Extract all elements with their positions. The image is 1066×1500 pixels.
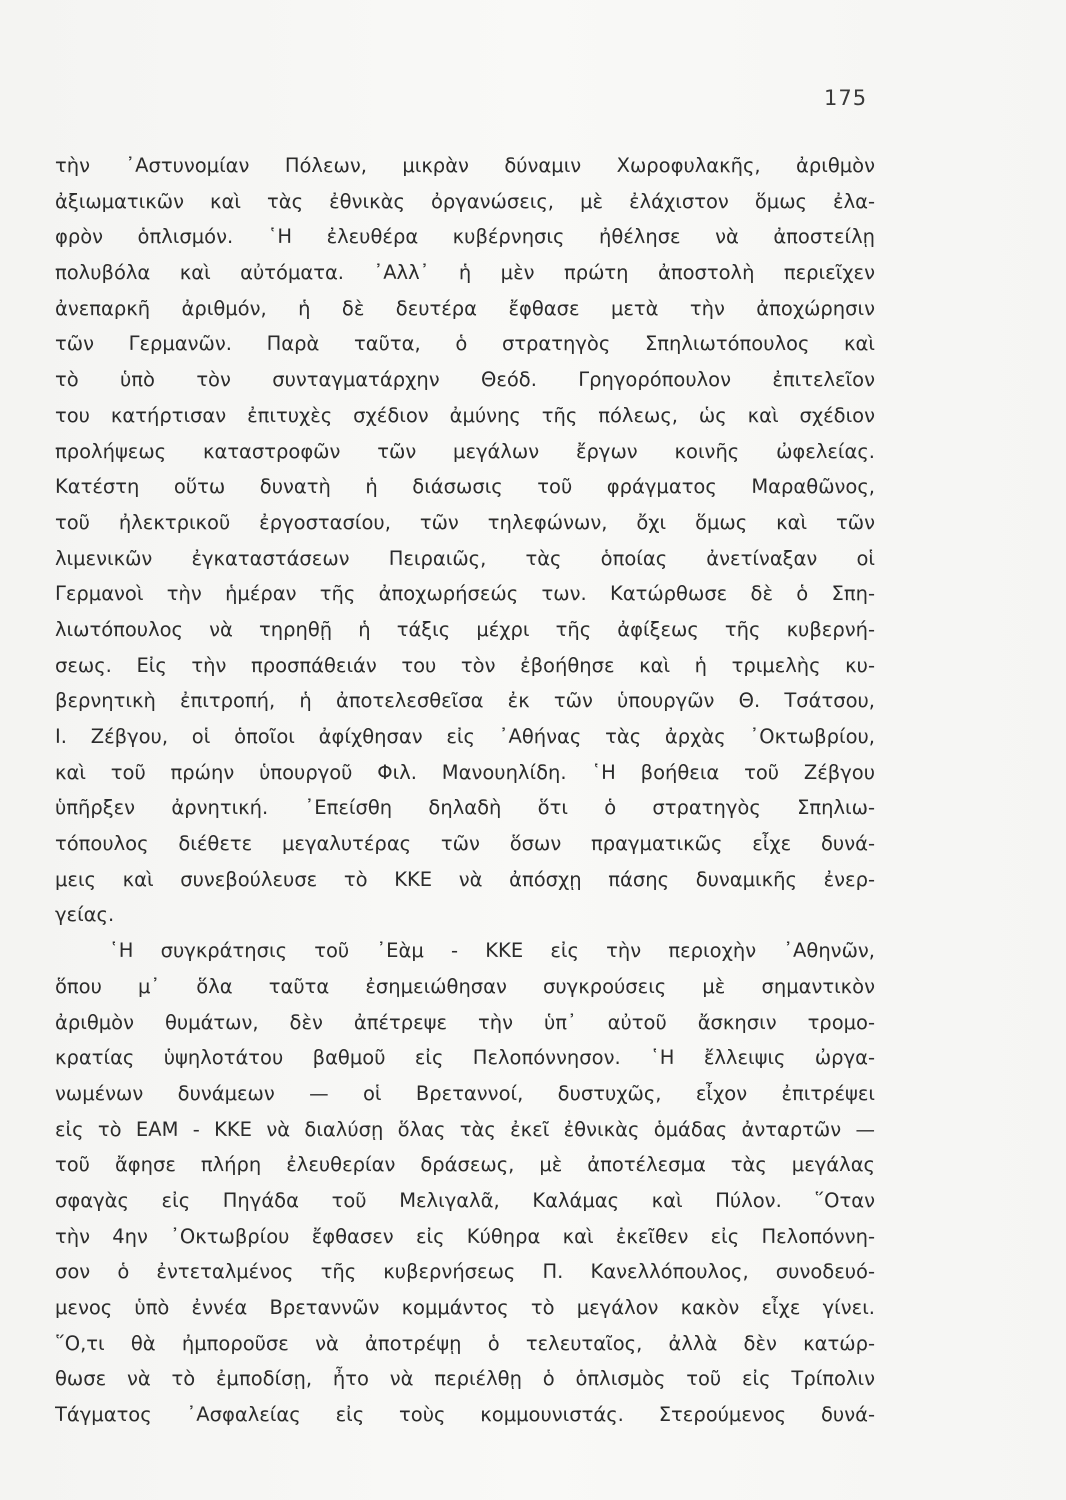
text-line: ῞Ο,τι θὰ ἠμποροῦσε νὰ ἀποτρέψῃ ὁ τελευταῖος, ἀλλὰ δὲν κατώρ- — [55, 1331, 875, 1355]
text-line: τοῦ ἄφησε πλήρη ἐλευθερίαν δράσεως, μὲ ἀποτέλεσμα τὰς μεγάλας — [55, 1153, 875, 1177]
text-line: τόπουλος διέθετε μεγαλυτέρας τῶν ὅσων πραγματικῶς εἶχε δυνά- — [55, 832, 875, 856]
text-line: καὶ τοῦ πρώην ὑπουργοῦ Φιλ. Μανουηλίδη. ῾Η βοήθεια τοῦ Ζέβγου — [55, 760, 875, 784]
text-line: τὴν ᾿Αστυνομίαν Πόλεων, μικρὰν δύναμιν Χωροφυλακῆς, ἀριθμὸν — [55, 154, 875, 177]
text-line: λιμενικῶν ἐγκαταστάσεων Πειραιῶς, τὰς ὁποίας ἀνετίναξαν οἱ — [55, 546, 875, 570]
text-line: Τάγματος ᾿Ασφαλείας εἰς τοὺς κομμουνιστάς. Στερούμενος δυνά- — [55, 1403, 875, 1427]
text-line: ἀξιωματικῶν καὶ τὰς ἐθνικὰς ὀργανώσεις, μὲ ἐλάχιστον ὅμως ἐλα- — [55, 189, 875, 213]
paragraph-start-line: ῾Η συγκράτησις τοῦ ᾿Εὰμ - ΚΚΕ εἰς τὴν περιοχὴν ᾿Αθηνῶν, — [109, 939, 875, 963]
text-line: κρατίας ὑψηλοτάτου βαθμοῦ εἰς Πελοπόννησον. ῾Η ἔλλειψις ὠργα- — [55, 1046, 875, 1070]
text-line: τοῦ ἠλεκτρικοῦ ἐργοστασίου, τῶν τηλεφώνων, ὄχι ὅμως καὶ τῶν — [55, 510, 875, 534]
text-line: ὑπῆρξεν ἀρνητική. ᾿Επείσθη δηλαδὴ ὅτι ὁ στρατηγὸς Σπηλιω- — [55, 796, 875, 820]
body-text — [55, 148, 875, 1433]
text-line: σφαγὰς εἰς Πηγάδα τοῦ Μελιγαλᾶ, Καλάμας καὶ Πύλον. ῞Οταν — [55, 1188, 875, 1212]
text-line: μεις καὶ συνεβούλευσε τὸ ΚΚΕ νὰ ἀπόσχῃ πάσης δυναμικῆς ἐνερ- — [55, 867, 875, 891]
text-line: τὴν 4ην ᾿Οκτωβρίου ἔφθασεν εἰς Κύθηρα καὶ ἐκεῖθεν εἰς Πελοπόννη- — [55, 1224, 875, 1248]
text-line: προλήψεως καταστροφῶν τῶν μεγάλων ἔργων κοινῆς ὠφελείας. — [55, 439, 875, 463]
text-line: του κατήρτισαν ἐπιτυχὲς σχέδιον ἀμύνης τῆς πόλεως, ὡς καὶ σχέδιον — [55, 403, 875, 427]
text-line: σεως. Εἰς τὴν προσπάθειάν του τὸν ἐβοήθησε καὶ ἡ τριμελὴς κυ- — [55, 653, 875, 677]
text-line: Κατέστη οὕτω δυνατὴ ἡ διάσωσις τοῦ φράγματος Μαραθῶνος, — [55, 475, 875, 499]
text-line: μενος ὑπὸ ἐννέα Βρεταννῶν κομμάντος τὸ μεγάλον κακὸν εἶχε γίνει. — [55, 1296, 875, 1319]
text-line: βερνητικὴ ἐπιτροπή, ἡ ἀποτελεσθεῖσα ἐκ τῶν ὑπουργῶν Θ. Τσάτσου, — [55, 689, 875, 713]
text-line: ὅπου μ᾿ ὅλα ταῦτα ἐσημειώθησαν συγκρούσεις μὲ σημαντικὸν — [55, 974, 875, 998]
text-line: λιωτόπουλος νὰ τηρηθῇ ἡ τάξις μέχρι τῆς ἀφίξεως τῆς κυβερνή- — [55, 617, 875, 641]
text-line: εἰς τὸ ΕΑΜ - ΚΚΕ νὰ διαλύσῃ ὅλας τὰς ἐκεῖ ἐθνικὰς ὁμάδας ἀνταρτῶν — — [55, 1117, 875, 1141]
text-line: γείας. — [55, 903, 115, 927]
text-line: πολυβόλα καὶ αὐτόματα. ᾿Αλλ᾿ ἡ μὲν πρώτη ἀποστολὴ περιεῖχεν — [55, 261, 875, 285]
text-line: θωσε νὰ τὸ ἐμποδίσῃ, ἦτο νὰ περιέλθῃ ὁ ὁπλισμὸς τοῦ εἰς Τρίπολιν — [55, 1367, 875, 1391]
text-line: Ι. Ζέβγου, οἱ ὁποῖοι ἀφίχθησαν εἰς ᾿Αθήνας τὰς ἀρχὰς ᾿Οκτωβρίου, — [55, 725, 875, 748]
text-line: τὸ ὑπὸ τὸν συνταγματάρχην Θεόδ. Γρηγορόπουλον ἐπιτελεῖον — [55, 368, 875, 392]
text-line: ἀνεπαρκῆ ἀριθμόν, ἡ δὲ δευτέρα ἔφθασε μετὰ τὴν ἀποχώρησιν — [55, 296, 875, 320]
text-line: τῶν Γερμανῶν. Παρὰ ταῦτα, ὁ στρατηγὸς Σπηλιωτόπουλος καὶ — [55, 332, 875, 356]
page-number: 175 — [824, 86, 868, 110]
text-line: σον ὁ ἐντεταλμένος τῆς κυβερνήσεως Π. Κανελλόπουλος, συνοδευό- — [55, 1260, 875, 1284]
text-line: ἀριθμὸν θυμάτων, δὲν ἀπέτρεψε τὴν ὑπ᾿ αὐτοῦ ἄσκησιν τρομο- — [55, 1010, 875, 1034]
text-line: νωμένων δυνάμεων — οἱ Βρεταννοί, δυστυχῶς, εἶχον ἐπιτρέψει — [55, 1081, 875, 1105]
text-line: Γερμανοὶ τὴν ἡμέραν τῆς ἀποχωρήσεώς των. Κατώρθωσε δὲ ὁ Σπη- — [55, 582, 875, 606]
text-line: φρὸν ὁπλισμόν. ῾Η ἐλευθέρα κυβέρνησις ἠθέλησε νὰ ἀποστείλῃ — [55, 225, 875, 249]
